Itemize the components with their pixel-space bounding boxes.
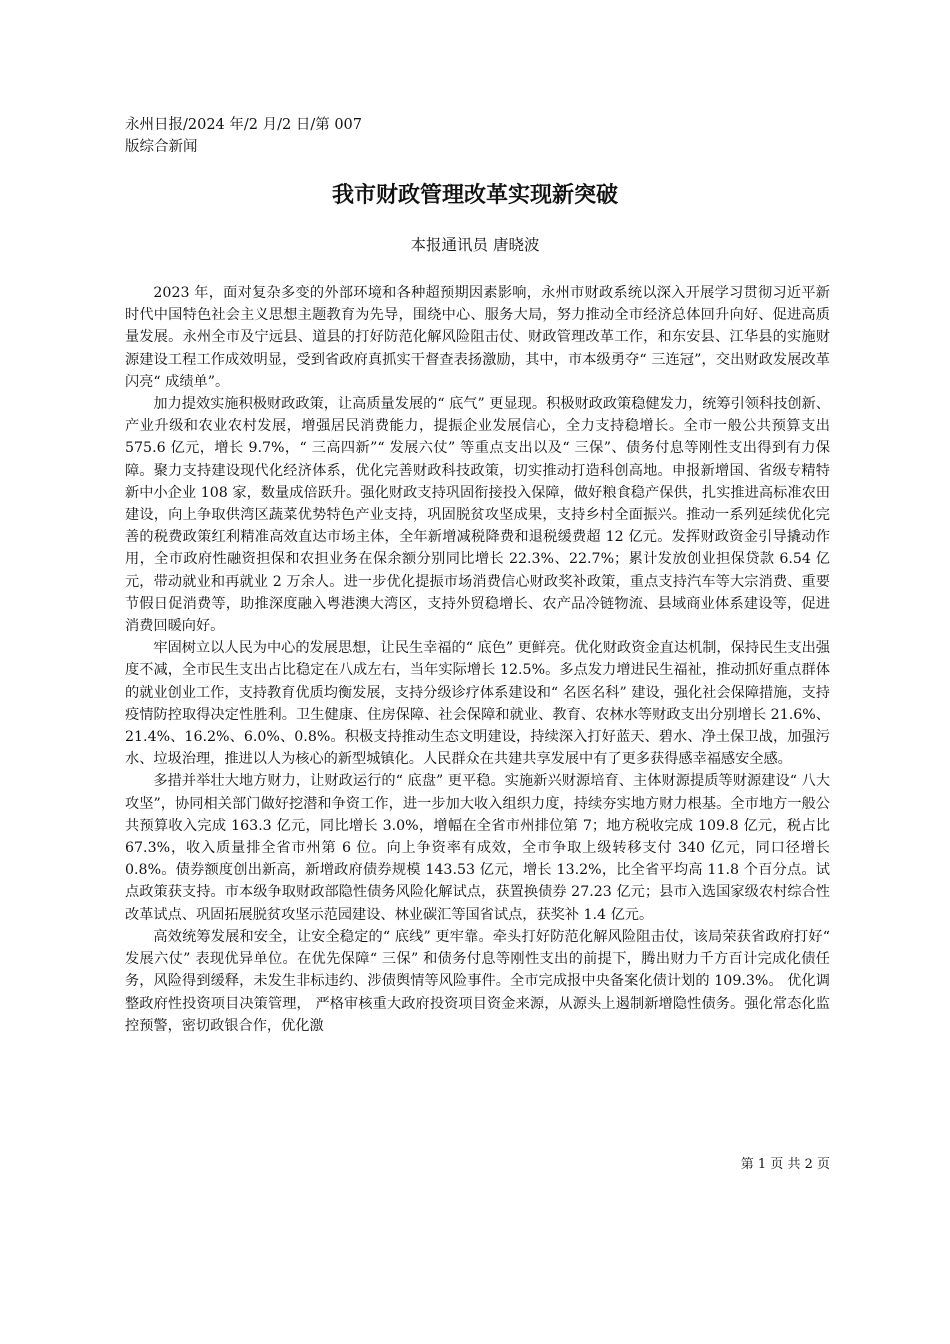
paragraph-2: 加力提效实施积极财政政策，让高质量发展的“ 底气” 更显现。积极财政政策稳健发力，统筹引领科技创新、产业升级和农业农村发展，增强居民消费能力，提振企业发展信心，全力支持稳增长。全市一般公共预算支出 575.6 亿元，增长 9.7%，“ 三高四新”“ 发展六仗” 等重点支出以及“ 三保”、债务付息等刚性支出得到有力保障。聚力支持建设现代化经济体系，优化完善财政科技政策，切实推动打造科创高地。申报新增国、省级专精特新中小企业 108 家，数量成倍跃升。强化财政支持巩固衔接投入保障，做好粮食稳产保供，扎实推进高标准农田建设，向上争取供湾区蔬菜优势特色产业支持，巩固脱贫攻坚成果，支持乡村全面振兴。推动一系列延续优化完善的税费政策红利精准高效直达市场主体，全年新增减税降费和退税缓费超 12 亿元。发挥财政资金引导撬动作用，全市政府性融资担保和农担业务在保余额分别同比增长 22.3%、22.7%；累计发放创业担保贷款 6.54 亿元，带动就业和再就业 2 万余人。进一步优化提振市场消费信心财政奖补政策，重点支持汽车等大宗消费、重要节假日促消费等，助推深度融入粤港澳大湾区，支持外贸稳增长、农产品冷链物流、县域商业体系建设等，促进消费回暖向好。 bbox=[125, 396, 830, 635]
paragraph-5: 高效统筹发展和安全，让安全稳定的“ 底线” 更牢靠。牵头打好防范化解风险阻击仗，该局荣获省政府打好“ 发展六仗” 表现优异单位。在优先保障“ 三保” 和债务付息等刚性支出的前提下，腾出财力千方百计完成化债任务，风险得到缓释，未发生非标违约、涉债舆情等风险事件。全市完成报中央备案化债计划的 109.3%。 优化调整政府性投资项目决策管理， 严格审核重大政府投资项目资金来源，从源头上遏制新增隐性债务。强化常态化监控预警，密切政银合作，优化激 bbox=[125, 928, 830, 1034]
paragraph-3: 牢固树立以人民为中心的发展思想，让民生幸福的“ 底色” 更鲜亮。优化财政资金直达机制，保持民生支出强度不减，全市民生支出占比稳定在八成左右，当年实际增长 12.5%。多点发力增进民生福祉，推动抓好重点群体的就业创业工作，支持教育优质均衡发展，支持分级诊疗体系建设和“ 名医名科” 建设，强化社会保障措施，支持疫情防控取得决定性胜利。卫生健康、住房保障、社会保障和就业、教育、农林水等财政支出分别增长 21.6%、21.4%、16.2%、6.0%、0.8%。积极支持推动生态文明建设，持续深入打好蓝天、碧水、净土保卫战，加强污水、垃圾治理，推进以人为核心的新型城镇化。人民群众在共建共享发展中有了更多获得感幸福感安全感。 bbox=[125, 640, 830, 768]
source-line bbox=[125, 114, 425, 158]
page-number: 第 1 页 共 2 页 bbox=[740, 1157, 830, 1172]
paragraph-4: 多措并举壮大地方财力，让财政运行的“ 底盘” 更平稳。实施新兴财源培育、主体财源提质等财源建设“ 八大攻坚”，协同相关部门做好挖潜和争资工作，进一步加大收入组织力度，持续夯实地方财力根基。全市地方一般公共预算收入完成 163.3 亿元，同比增长 3.0%，增幅在全省市州排位第 7；地方税收完成 109.8 亿元，税占比 67.3%，收入质量排全省市州第 6 位。向上争资率有成效，全市争取上级转移支付 340 亿元，同口径增长 0.8%。债券额度创出新高，新增政府债券规模 143.53 亿元，增长 13.2%，比全省平均高 11.8 个百分点。试点政策获支持。市本级争取财政部隐性债务风险化解试点，获置换债券 27.23 亿元；县市入选国家级农村综合性改革试点、巩固拓展脱贫攻坚示范园建设、林业碳汇等国省试点，获奖补 1.4 亿元。 bbox=[125, 773, 830, 923]
article-body bbox=[125, 282, 830, 1037]
source-line-2: 版综合新闻 bbox=[125, 139, 198, 155]
article-byline: 本报通讯员 唐晓波 bbox=[410, 236, 540, 254]
source-line-1: 永州日报/2024 年/2 月/2 日/第 007 bbox=[125, 117, 363, 133]
paragraph-1: 2023 年，面对复杂多变的外部环境和各种超预期因素影响，永州市财政系统以深入开展学习贯彻习近平新时代中国特色社会主义思想主题教育为先导，围绕中心、服务大局，努力推动全市经济总体回升向好、促进高质量发展。永州全市及宁远县、道县的打好防范化解风险阻击仗、财政管理改革工作，和东安县、江华县的实施财源建设工程工作成效明显，受到省政府真抓实干督查表扬激励，其中，市本级勇夺“ 三连冠”，交出财政发展改革闪亮“ 成绩单”。 bbox=[125, 285, 830, 390]
article-title: 我市财政管理改革实现新突破 bbox=[331, 183, 618, 208]
